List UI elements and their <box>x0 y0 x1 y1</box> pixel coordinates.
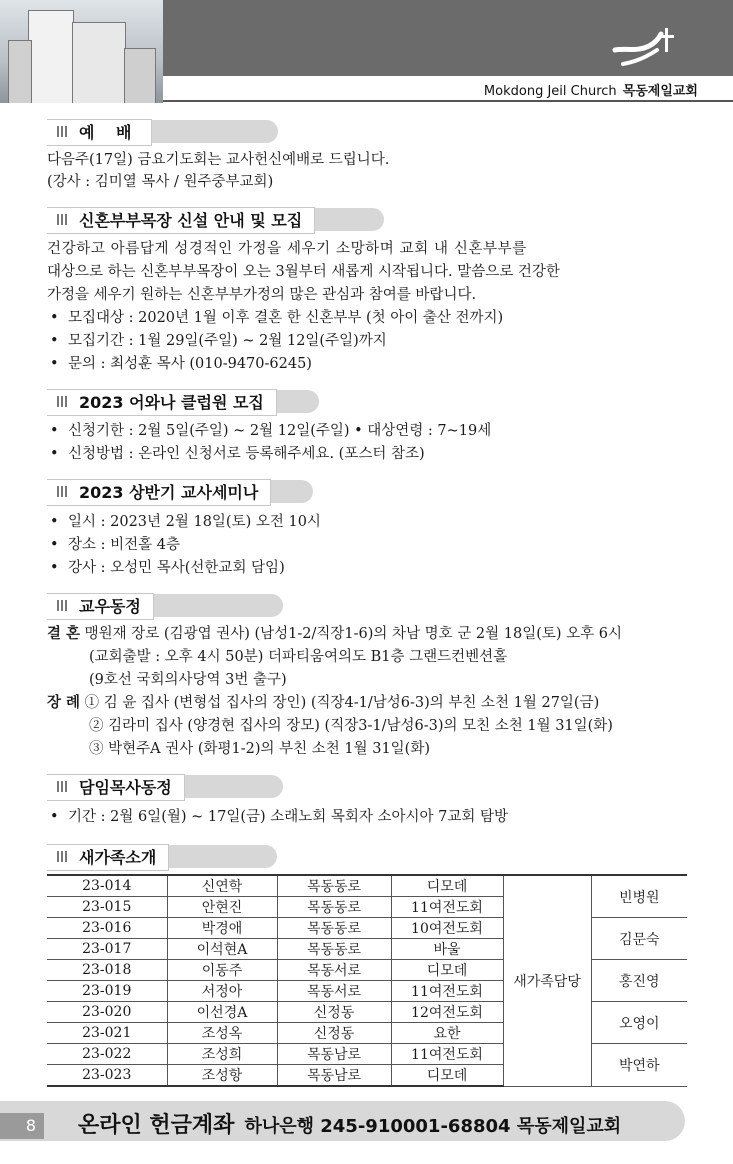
section-title: 신혼부부목장 신설 안내 및 모집 <box>47 207 315 234</box>
section-header-newfamily <box>47 845 277 868</box>
new-family-table <box>47 874 687 1087</box>
bars-icon <box>57 851 69 862</box>
table-cell: 이석현A <box>167 939 277 960</box>
bars-icon <box>57 396 69 407</box>
awana-bullet: • 신청방법 : 온라인 신청서로 등록해주세요. (포스터 참조) <box>50 443 425 465</box>
table-cell: 조성희 <box>167 1044 277 1065</box>
funeral-label: 장 례 <box>47 695 81 711</box>
table-row <box>47 875 687 897</box>
section-header-newlywed <box>47 208 384 231</box>
table-cell: 목동남로 <box>277 1044 391 1065</box>
worship-line: (강사 : 김미열 목사 / 원주중부교회) <box>47 174 274 190</box>
section-title: 새가족소개 <box>47 844 169 871</box>
section-header-members <box>47 594 283 617</box>
table-cell: 11여전도회 <box>391 1044 503 1065</box>
table-cell: 23-016 <box>47 918 167 939</box>
church-name-kr: 목동제일교회 <box>622 84 698 99</box>
wedding-line: (교회출발 : 오후 4시 50분) 더파티움여의도 B1층 그랜드컨벤션홀 <box>89 649 508 665</box>
offering-account-text <box>78 1108 621 1139</box>
table-cell: 안현진 <box>167 897 277 918</box>
table-cell: 디모데 <box>391 960 503 981</box>
table-cell: 서정아 <box>167 981 277 1002</box>
newlywed-paragraph: 가정을 세우기 원하는 신혼부부가정의 많은 관심과 참여를 바랍니다. <box>47 287 477 303</box>
table-cell: 11여전도회 <box>391 981 503 1002</box>
table-cell: 23-022 <box>47 1044 167 1065</box>
table-cell: 조성옥 <box>167 1023 277 1044</box>
section-header-seminar <box>47 480 313 503</box>
awana-bullet: • 신청기한 : 2월 5일(주일) ~ 2월 12일(주일) • 대상연령 : 7~19세 <box>50 420 491 442</box>
section-title: 예 배 <box>47 119 152 146</box>
table-cell: 목동서로 <box>277 960 391 981</box>
table-cell: 목동남로 <box>277 1065 391 1087</box>
table-row <box>47 1044 687 1065</box>
table-cell: 11여전도회 <box>391 897 503 918</box>
section-header-awana <box>47 390 319 413</box>
funeral-line: ③ 박현주A 권사 (화평1-2)의 부친 소천 1월 31일(화) <box>89 741 430 757</box>
table-cell: 신정동 <box>277 1023 391 1044</box>
table-cell: 박경애 <box>167 918 277 939</box>
table-cell: 바울 <box>391 939 503 960</box>
bars-icon <box>57 600 69 611</box>
funeral-line: ① 김 윤 집사 (변형섭 집사의 장인) (직장4-1/남성6-3)의 부친 소천 1월 27일(금) <box>84 695 600 711</box>
page-header <box>0 0 733 103</box>
bars-icon <box>57 126 69 137</box>
table-cell: 신연학 <box>167 875 277 897</box>
table-cell: 목동동로 <box>277 897 391 918</box>
table-cell: 23-021 <box>47 1023 167 1044</box>
newlywed-paragraph: 건강하고 아름답게 성경적인 가정을 세우기 소망하며 교회 내 신혼부부를 <box>47 241 527 257</box>
newlywed-bullet: • 모집기간 : 1월 29일(주일) ~ 2월 12일(주일)까지 <box>50 330 387 352</box>
table-cell: 디모데 <box>391 875 503 897</box>
table-row <box>47 960 687 981</box>
section-title: 2023 상반기 교사세미나 <box>47 479 271 506</box>
table-cell: 목동동로 <box>277 939 391 960</box>
wedding-label: 결 혼 <box>47 626 81 642</box>
table-cell: 조성항 <box>167 1065 277 1087</box>
table-cell: 23-018 <box>47 960 167 981</box>
section-header-worship <box>47 120 278 143</box>
table-cell: 이동주 <box>167 960 277 981</box>
table-cell: 23-017 <box>47 939 167 960</box>
group-label-cell: 새가족담당 <box>503 875 591 1086</box>
bars-icon <box>57 486 69 497</box>
seminar-bullet: • 장소 : 비전홀 4층 <box>50 534 180 556</box>
table-cell: 10여전도회 <box>391 918 503 939</box>
table-cell: 요한 <box>391 1023 503 1044</box>
church-building-photo <box>0 0 163 103</box>
manager-cell: 홍진영 <box>591 960 687 1002</box>
wedding-line: (9호선 국회의사당역 3번 출구) <box>89 672 287 688</box>
newlywed-paragraph: 대상으로 하는 신혼부부목장이 오는 3월부터 새롭게 시작됩니다. 말씀으로 건강한 <box>47 264 560 280</box>
church-logo-icon <box>611 22 681 72</box>
header-divider <box>163 100 733 102</box>
table-cell: 23-019 <box>47 981 167 1002</box>
funeral-line: ② 김라미 집사 (양경현 집사의 장모) (직장3-1/남성6-3)의 모친 소천 1월 31일(화) <box>89 718 613 734</box>
table-cell: 이선경A <box>167 1002 277 1023</box>
table-cell: 12여전도회 <box>391 1002 503 1023</box>
table-cell: 신정동 <box>277 1002 391 1023</box>
seminar-bullet: • 일시 : 2023년 2월 18일(토) 오전 10시 <box>50 511 321 533</box>
table-cell: 23-015 <box>47 897 167 918</box>
section-title: 담임목사동정 <box>47 774 185 801</box>
newlywed-bullet: • 모집대상 : 2020년 1월 이후 결혼 한 신혼부부 (첫 아이 출산 전까지) <box>50 307 503 329</box>
wedding-line: 맹원재 장로 (김광엽 권사) (남성1-2/직장1-6)의 차남 명호 군 2월 18일(토) 오후 6시 <box>84 626 622 642</box>
section-title: 2023 어와나 클럽원 모집 <box>47 389 277 416</box>
table-cell: 목동동로 <box>277 918 391 939</box>
bars-icon <box>57 214 69 225</box>
table-cell: 디모데 <box>391 1065 503 1087</box>
seminar-bullet: • 강사 : 오성민 목사(선한교회 담임) <box>50 557 285 579</box>
table-cell: 23-020 <box>47 1002 167 1023</box>
table-row <box>47 918 687 939</box>
table-row <box>47 1002 687 1023</box>
table-cell: 목동서로 <box>277 981 391 1002</box>
table-cell: 목동동로 <box>277 875 391 897</box>
page-number: 8 <box>0 1113 44 1139</box>
manager-cell: 김문숙 <box>591 918 687 960</box>
manager-cell: 빈병원 <box>591 875 687 918</box>
funeral-entry <box>47 692 599 714</box>
table-cell: 23-023 <box>47 1065 167 1087</box>
worship-line: 다음주(17일) 금요기도회는 교사헌신예배로 드립니다. <box>47 152 390 168</box>
offering-title: 온라인 헌금계좌 <box>78 1113 235 1138</box>
church-name-en: Mokdong Jeil Church <box>483 84 617 99</box>
section-title: 교우동정 <box>47 593 154 620</box>
wedding-entry <box>47 623 622 645</box>
manager-cell: 박연하 <box>591 1044 687 1087</box>
bars-icon <box>57 781 69 792</box>
table-cell: 23-014 <box>47 875 167 897</box>
offering-account-details: 하나은행 245-910001-68804 목동제일교회 <box>244 1116 622 1137</box>
header-caption <box>484 80 698 99</box>
section-header-pastor <box>47 775 283 798</box>
pastor-bullet: • 기간 : 2월 6일(월) ~ 17일(금) 소래노회 목회자 소아시아 7교회 탐방 <box>50 806 508 828</box>
manager-cell: 오영이 <box>591 1002 687 1044</box>
newlywed-bullet: • 문의 : 최성훈 목사 (010-9470-6245) <box>50 353 312 375</box>
